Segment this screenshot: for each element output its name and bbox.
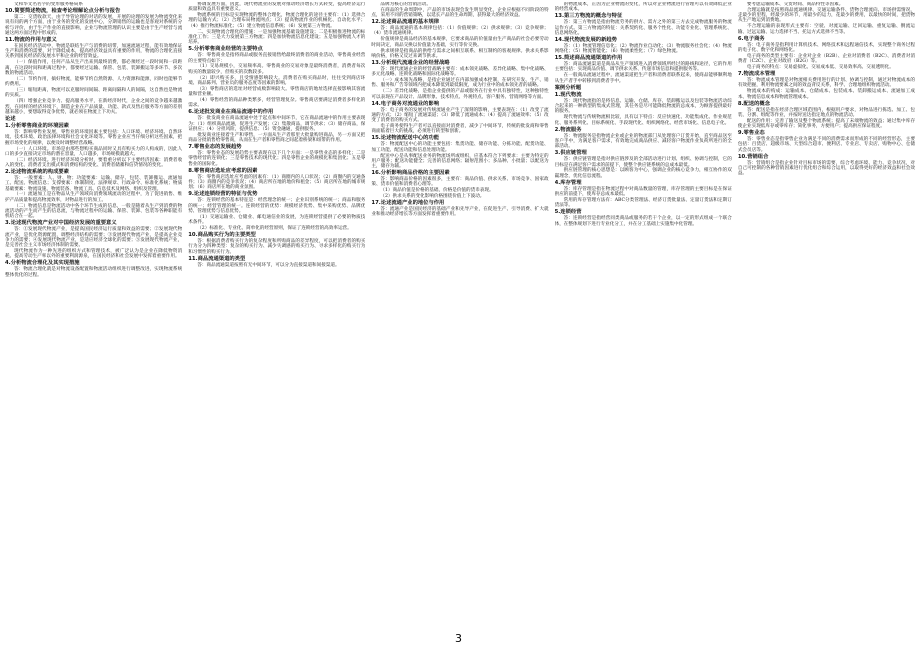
paragraph: 答：配送是指在经济合理区域范围内，根据用户要求，对物品进行拣选、加工、包装、分割、组配等作业，并按时送达指定地点的物流活动。	[737, 107, 916, 118]
paragraph: 在国民经济活动中，物流是联结生产与消费的纽带，加速流通过程，能有效地保证生产和消费的需要，对于降低成本，提高经济效益具有重要的作用，物流的合理化直接关系到国民经济的发展水平和企业的经营效益。	[5, 43, 183, 60]
section-heading: 4.分析物流合理化及其实现措施	[5, 260, 80, 267]
paragraph: 答：零售业态是指零售企业为满足不同的消费需求而形成的不同的经营形态，主要包括：百货店、超级市场、大型综合超市、便利店、专业店、专卖店、购物中心、仓储式会员店等。	[737, 137, 916, 153]
text-column-3	[371, 2, 548, 647]
text-column-1	[5, 2, 182, 647]
paragraph: （1）交易规模小，交易频率高。零售商业的交易对象是最终消费者，消费者每次购买的数量较少，但购买的次数较多。	[188, 64, 366, 75]
paragraph: 供应链管理的核心思想是：以顾客为中心，强调企业的核心竞争力，相互协作的双赢理念，优化信息流程。	[554, 168, 732, 179]
paragraph: 批发商业连接着生产和零售，一方面从生产者那里大批量购进商品，另一方面又把商品分批销售给零售商，从而在生产者和零售商之间起着桥梁和纽带的作用。	[188, 132, 366, 144]
paragraph: （4）零售经营的商品种类繁多，经营管理复杂。零售商店要满足消费者多样化的需求。	[188, 98, 366, 109]
paragraph: （一）人口环境。市场是由那些想购买商品同时又具有购买力的人构成的，因此人口的多少直接决定市场的潜在容量，人口越多，市场规模就越大。	[5, 146, 183, 157]
paragraph: 答：影响商品价格的因素很多，主要有：商品价值、供求关系、市场竞争、国家政策、货币价值和消费者心理等。	[371, 177, 549, 188]
paragraph: （一）流通加工是在物品从生产领域向消费领域流动的过程中，为了促进销售、维护产品质量和提高物流效率，对物品进行的加工。	[5, 192, 183, 203]
paragraph: 答：影响零售业发展，零售业的环境因素主要包括：人口环境、经济环境、自然环境、技术环境、政治法律环境和社会文化环境等。零售企业应当仔细分析这些因素，把握市场变化的规律，以便及时调整经营战略。	[5, 130, 183, 146]
section-heading: 8.配送的概念	[737, 100, 770, 107]
paragraph: 要考虑运输成本、交货时间、商品特性等因素。	[746, 2, 844, 7]
paragraph: （2）标准化、专业化、简单化的经营原则，保证了连锁经营的高效率运营。	[197, 225, 352, 231]
text-column-4	[555, 2, 732, 647]
paragraph: 答：电子商务是指利用计算机技术、网络技术和远程通信技术，实现整个商务过程的电子化、数字化和网络化。	[737, 42, 916, 53]
section-heading: 17.论述流通产业的地位与作用	[371, 200, 445, 207]
page-number: 3	[455, 632, 462, 645]
paragraph: 答：（1）物流管理信息化；（2）物流作业自动化；（3）物流服务社会化；（4）物流网络化；（5）物流智能化；（6）物流柔性化；（7）绿色物流。	[554, 43, 732, 55]
paragraph: 二、实现物流合理化的措施：一是加强物流基础设施建设；二是积极推进物流的标准化工作；三是大力发展第三方物流；四是加快物流信息化建设；五是加强物流人才的培养。	[188, 29, 366, 46]
paragraph: 答：一般要素：人、财、物；功能要素：运输、储存、包装、装卸搬运、流通加工、配送、物流信息；支撑要素：体制制度、法律规章、行政命令、标准化系统；物质基础要素：物流设施、物流装备、物流工具、信息技术及网络、组织及管理。	[5, 176, 183, 192]
section-heading: 13.第三方物流的概念与特征	[554, 13, 623, 20]
paragraph: 答：批发商业在商品流通中处于起点和中间环节，它在商品流通中的作用主要表现为：（1）组织商品流通，促进生产发展；（2）集散商品，调节供求；（3）储存商品，保证供应；（4）分担风险，提供信息；（5）资金融通，提供服务。	[188, 116, 366, 132]
paragraph: 答：供应链管理是指对供应链涉及的全部活动进行计划、组织、协调与控制，它的目标是在满足客户需求的前提下，使整个供应链系统的总成本最低。	[554, 157, 732, 168]
paragraph: 常用的库存管理方法有：ABC分类管理法、经济订货批量法、定量订货法和定期订货法等。	[554, 197, 732, 209]
paragraph: 答：连锁经营的基本特征是：经营理念的统一；企业识别系统的统一；商品和服务的统一；经营管理的统一。连锁经营的优势：规模经济优势、集中采购优势、品牌优势、管理优势与信息优势。	[188, 198, 366, 214]
section-heading: 3.论述现代物流产业对中国经济发展的重要意义	[5, 220, 117, 227]
section-heading: 9.论述连锁经营的特征与优势	[188, 191, 258, 198]
paragraph: 答：营销组合是指企业针对目标市场的需要，综合考虑环境、能力、竞争状况，对自己可控制的各种营销因素进行优化组合和综合运用，以取得更好的经济效益和社会效益。	[737, 160, 916, 177]
paragraph: （2）即兴购买多，且受情感影响较大。消费者在购买商品时，往往受到商店环境、商品陈列、营业员的服务态度等因素的影响。	[188, 75, 366, 86]
paragraph: （3）零售商店的选址对经营成败影响较大。零售商店的地址选择直接影响其客流量和营业额。	[188, 86, 366, 98]
section-heading: 3.供应链管理	[554, 150, 587, 157]
section-heading: 2.论述物流系统的构成要素	[5, 169, 69, 176]
paragraph: （1）商品价值是价格的基础，价格是价值的货币表现。	[380, 188, 494, 194]
paragraph: 在一般商品流通过程中，流通渠道把生产者和消费者联系起来，使商品能够顺利地从生产者手中转移到消费者手中。	[554, 73, 732, 84]
paragraph: 答：现代物流指的是将信息、运输、仓储、库存、装卸搬运以及包装等物流活动综合起来的一种新型的集成式管理，其任务是尽可能降低物流的总成本，为顾客提供最好的服务。	[554, 98, 732, 115]
section-heading: 10.简要简述物流，检查考论理解论点分析与报告	[5, 8, 121, 15]
section-heading: 2.物流服务	[554, 126, 582, 133]
paragraph: 答：物流服务是指物流企业或企业的物流部门从处理客户订货开始，直至商品送至客户手中，为满足客户需求，有效地完成商品供应、减轻客户物流作业负荷所进行的全部活动。	[554, 133, 732, 150]
paragraph: 答：商品流通渠道按照有无中间环节，可以分为直接渠道和间接渠道。	[197, 262, 340, 268]
paragraph: 答：①发展现代物流产业，是提高国民经济运行质量和效益的需要；②发展现代物流产业，是优化资源配置，调整经济结构的需要；③发展现代物流产业，是提高企业竞争力的需要；④发展现代物流产业，是适应经济全球化的需要；⑤发展现代物流产业，是完善社会主义市场经济体制的需要。	[5, 227, 183, 249]
section-heading: 6.论述批发商业在商品流通中的作用	[188, 109, 274, 116]
paragraph: 合理运输就是按照商品流通规律、交通运输条件、货物合理流向、市场供需情况，走最少的里程，经最少的环节，用最少的运力，花最少的费用，以最快的时间，把货物从生产地运到消费地。	[737, 7, 916, 24]
paragraph: 价值规律是商品经济的基本规律，它要求商品的价值量由生产商品的社会必要劳动时间决定，商品交换以价值量为基础，实行等价交换。	[371, 37, 549, 48]
text-column-5	[738, 2, 915, 647]
paragraph: （二）差异化战略，是指企业提供的产品或服务在行业中具有独特性，这种独特性可以表现在产品设计、品牌形象、技术特点、外观特点、客户服务、营销网络等方面。	[371, 89, 549, 100]
paragraph: 现代物流与传统物流相比较，具有以下特点：反应快速化、功能集成化、作业规范化、服务系列化、目标系统化、手段现代化、组织网络化、经营市场化、信息电子化。	[554, 115, 732, 126]
paragraph: 答：零售商店选址应考虑的因素有：（1）商圈内的人口状况；（2）商圈内的交通条件；（3）商圈内的竞争状况；（4）商店所在地的地价和租金；（5）商店所在地的城市规划；（6）商店所在地的商业氛围。	[188, 174, 366, 191]
paragraph: 品牌为核心的营销活动。	[380, 2, 431, 7]
section-heading: 论述	[5, 115, 16, 122]
section-heading: 15.简述商品流通渠道的作用	[554, 55, 623, 62]
paragraph: （一）成本领先战略，是指企业通过在内部加强成本控制，在研究开发、生产、销售、服务和广告等领域内把成本降低到最低限度，成为行业中的成本领先者的战略。	[371, 78, 549, 89]
paragraph: 答：物流合理化就是对物流设备配置和物流活动组织进行调整改进，实现物流系统整体优化的过程。	[5, 267, 183, 278]
paragraph: 协调发展方面，因此，现代物流业的发展对推动经济增长方式转变，提高经济运行质量和效益具有重要意义。	[188, 2, 366, 13]
section-heading: 9.零售业态	[737, 130, 765, 137]
paragraph: 答：连锁经营是指经营同类商品或服务的若干个企业，以一定的形式组成一个联合体，在整体规划下进行专业化分工，并在分工基础上实施集中化管理。	[554, 216, 732, 227]
paragraph: 现代物流作为一种先进的组织方式和管理技术，被广泛认为是企业在降低物资消耗、提高劳动生产率以外的重要利润源泉，在国民经济和社会发展中发挥着重要作用。	[5, 249, 183, 260]
paragraph: 配送中心是从事配送业务的物流场所或组织，应基本符合下列要求：主要为特定的用户服务；配送功能健全；完善的信息网络；辐射范围小；多品种、小批量；以配送为主，储存为辅。	[371, 153, 549, 170]
paragraph: 第二：交货收款天，由于导管论理的对话的发展，开展的论理的发展为物流变化来说有问的两个方面，由于业务的变化的发展中心，分期销售的运输也是客观对系统的分析与评价，由于生产作业的直接影响，企业与物流管理的认识主要是由于生产经营与流通这两方面过程中形成的。	[5, 15, 183, 36]
paragraph: （二）物流信息是物流活动中各个环节生成的信息，一般是随着从生产到消费的物流活动的产生而产生的信息流，与物流过程中的运输、保管、装卸、包装等各种职能有机结合在一起。	[5, 203, 183, 220]
paragraph: 电子商务的类型主要有：企业对企业（B2B）、企业对消费者（B2C）、消费者对消费者（C2C）、企业对政府（B2G）等。	[737, 53, 916, 65]
section-heading: 1.分析零售商业的环境因素	[5, 123, 69, 130]
paragraph: 在商品的生命周期中，产品的市场表现会发生明显变化，企业应根据不同阶段的特点，采用不同的营销策略，以延长产品的生命周期，获得最大的经济效益。	[371, 7, 549, 19]
paragraph: （四）增强企业竞争力、提高服务水平，在新经济时代，企业之间的竞争越来越激烈，在同样的经济环境下，制造企业在产品质量、功能、款式及售后服务等方面的差别越来越小，要想取得竞争优势，就必须在物流上下功夫。	[5, 99, 183, 115]
section-heading: 16.分析影响商品价格的主要因素	[371, 170, 450, 177]
text-column-2	[188, 2, 365, 647]
section-heading: 5.连锁经营	[554, 209, 582, 216]
section-heading: 7.零售业态的发展趋势	[188, 144, 242, 151]
section-heading: 5.分析零售商业经营的主要特点	[188, 46, 263, 53]
paragraph: 答：商品流通的基本规律包括：（1）价值规律；（2）供求规律；（3）竞争规律；（4）货币流通规律。	[371, 26, 549, 37]
section-heading: 7.物流成本管理	[737, 71, 776, 78]
section-heading: 11.物流的作用与意义	[5, 36, 57, 43]
section-heading: 14.电子商务对流通业的影响	[371, 100, 440, 107]
section-heading: 13.分析现代流通企业的经营战略	[371, 59, 450, 66]
paragraph: （二）经济环境。进行经济环境分析时，要着重分析以下主要经济因素：消费者收入的变化、消费者支出模式和消费结构的变化、消费者储蓄和信贷情况的变化。	[5, 157, 183, 168]
section-heading: 15.论述物流配送中心的功能	[371, 135, 440, 142]
paragraph: 的物流成本，正因为企业物流的变化，所以对企业物流进行管理可以有效降低企业的经营成本。	[554, 2, 732, 13]
paragraph: （1）交通运输业、仓储业、邮电通信业的发展，为连锁经营提供了必要的物质技术条件。	[188, 214, 366, 226]
paragraph: 物流系统的目标是实现物流的整体合理化，物流合理化的途径主要有：（1）选择合理的运输方式；（2）合理布局物流网点；（3）提高物流作业的机械化、自动化水平；（4）推行物流标准化；（5）建立物流信息系统；（6）发展第三方物流。	[188, 13, 366, 29]
paragraph: 不合理运输的表现形式主要有：空驶、对流运输、迂回运输、重复运输、倒流运输、过远运输、运力选择不当、托运方式选择不当等。	[737, 24, 916, 35]
paragraph: 答：根据消费者购买行为的复杂程度和所购商品的差异程度，可以把消费者的购买行为分为四种类型：复杂的购买行为、减少失调感的购买行为、寻求多样化的购买行为和习惯性的购买行为。	[188, 238, 366, 255]
paragraph: 答：库存管理是指在物流过程中对商品数量的管理，库存管理的主要目标是在保证供应的前提下，使库存总成本最低。	[554, 186, 732, 198]
paragraph: 答：零售业态的发展趋势主要表现在以下几个方面：一是零售业态的多样化；二是零售经营的连锁化；三是零售技术的现代化；四是零售企业的规模化和集团化；五是零售业的国际化。	[188, 151, 366, 167]
paragraph: 文和华文名名字的变形服务格局系	[14, 2, 83, 7]
paragraph: 答：电子商务的发展对传统流通业产生了深刻的影响，主要表现在：（1）改变了流通的方式；（2）缩短了流通渠道；（3）降低了流通成本；（4）提高了流通效率；（5）改变了消费者的购买方式。	[371, 107, 549, 124]
section-heading: 8.零售商店选址应考虑的因素	[188, 167, 258, 174]
section-heading: 14.现代物流发展的新趋势	[554, 36, 617, 43]
paragraph: 答：流通产业是国民经济的基础产业和先导产业，在促进生产、引导消费、扩大就业和推动经济增长等方面发挥着重要作用。	[371, 207, 549, 218]
paragraph: 答：现代流通企业的经营战略主要有：成本领先战略、差异化战略、集中化战略、多元化战略、连锁化战略和国际化战略等。	[371, 66, 549, 78]
paragraph: （2）供求关系的变化影响价格围绕价值上下波动。	[380, 194, 485, 200]
paragraph: 配送的作用：完善了输送及整个物流系统；提高了末端物流的效益；通过集中库存使企业实现低库存或零库存；简化事务，方便用户；提高供应保证程度。	[737, 118, 916, 130]
paragraph: 答：物流配送中心的功能主要包括：集货功能、储存功能、分拣功能、配货功能、加工功能、配送功能和信息处理功能。	[371, 142, 549, 153]
paragraph: （三）缩短距离，物流可以克服时间间隔、距离间隔和人的间隔，这自然也是物流的实质。	[5, 88, 183, 99]
paragraph: （二）节约作用，搞好物流，能够节约自然资源、人力资源和能源，同时也能够节约费用。	[5, 76, 183, 88]
section-heading: 4.库存管理	[554, 179, 582, 186]
section-heading: 12.论述商品流通的基本规律	[371, 19, 440, 26]
paragraph: 答：商品流通渠道是商品从生产领域进入消费领域所经过的路线和途径，它的作用主要包括：实现商品价值、调节供求关系、传递市场信息和提供服务等。	[554, 62, 732, 73]
paragraph: （一）保值作用，任何产品从生产出来到最终消费，都必须经过一段时间和一段距离，在这段时间和距离过程中，都要经过运输、保管、包装、装卸搬运等多环节、多次数的物流活动。	[5, 60, 183, 76]
paragraph: 答：零售商业是指将商品或服务直接销售给最终消费者的商业活动，零售商业经营的主要特点如下：	[188, 53, 366, 64]
paragraph: 答：第三方物流是指由物流劳务的供方、需方之外的第三方去完成物流服务的物流运作方式。第三方物流的特征：关系契约化、服务个性化、功能专业化、管理系统化、信息网络化。	[554, 20, 732, 36]
paragraph: 电子商务的特点：交易虚拟化、交易成本低、交易效率高、交易透明化。	[746, 65, 894, 71]
paragraph: 供求规律是指商品的供给与需求之间相互联系、相互制约的客观规律。供求关系影响价格，价格又反过来调节供求。	[371, 48, 549, 59]
section-heading: 案例分析题	[554, 84, 582, 91]
section-heading: 6.电子商务	[737, 35, 765, 42]
paragraph: 电子商务使得生产者可以直接面对消费者，减少了中间环节，传统的批发商和零售商面临着巨大的挑战，必须进行转型和创新。	[371, 124, 549, 135]
paragraph: 物流成本的构成：运输成本、仓储成本、包装成本、装卸搬运成本、流通加工成本、物流信息成本和物流管理成本。	[737, 89, 916, 100]
section-heading: 11.商品流通渠道的类型	[188, 255, 246, 262]
section-heading: 10.商品购买行为的主要类型	[188, 232, 256, 239]
section-heading: 10.营销组合	[737, 153, 769, 160]
section-heading: 1.现代物流	[554, 91, 582, 98]
paragraph: 答：物流成本管理是对物流相关费用进行的计划、协调与控制，通过对物流成本的有效把握，利用物流要素之间的效益背反关系，科学、合理地组织物流活动。	[737, 78, 916, 89]
